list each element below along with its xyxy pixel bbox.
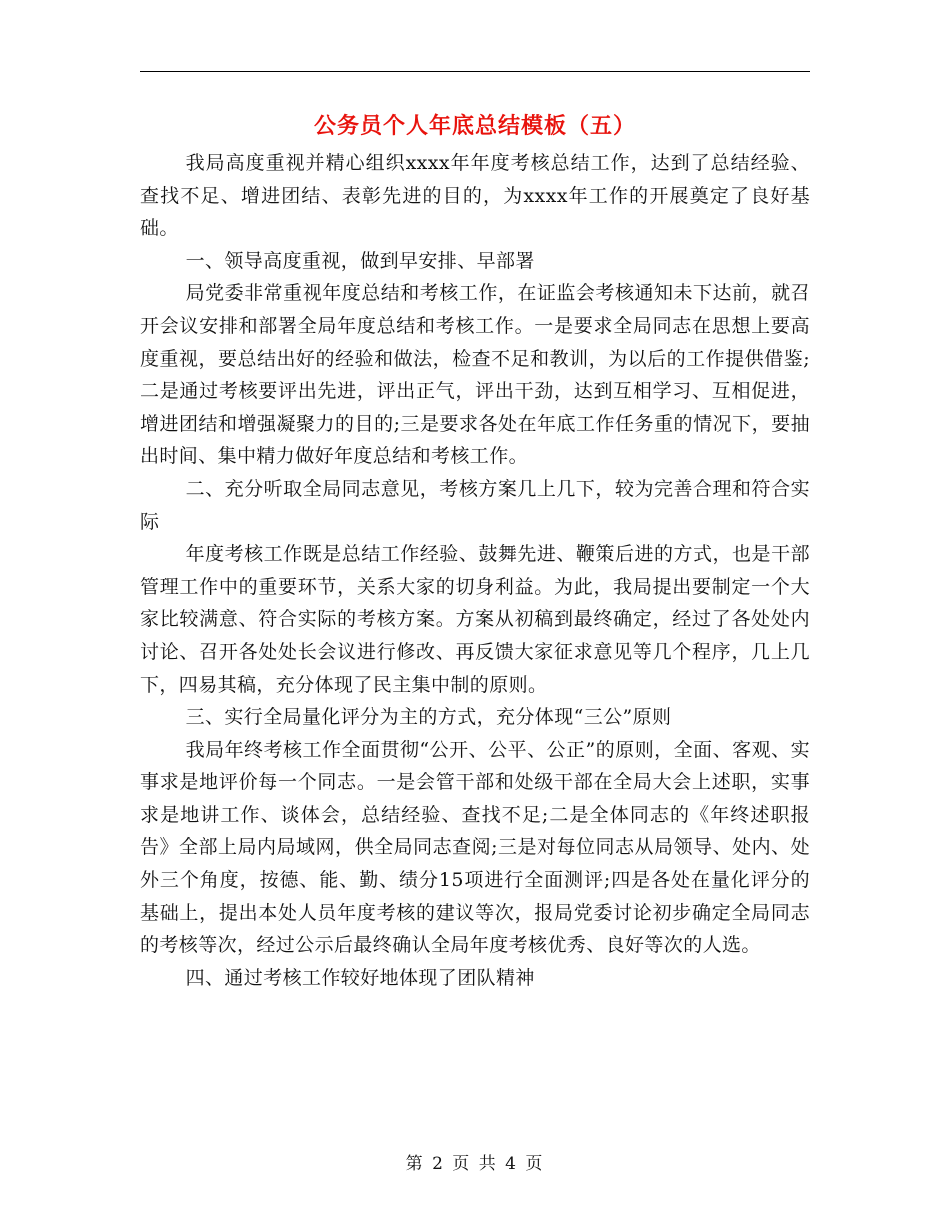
section-heading-2: 二、充分听取全局同志意见，考核方案几上几下，较为完善合理和符合实际	[140, 477, 810, 533]
page-number: 第 2 页 共 4 页	[405, 1154, 545, 1174]
body-paragraph: 年度考核工作既是总结工作经验、鼓舞先进、鞭策后进的方式，也是干部管理工作中的重要环节，关系大家的切身利益。为此，我局提出要制定一个大家比较满意、符合实际的考核方案。方案从初稿到最终确定，经过了各处处内讨论、召开各处处长会议进行修改、再反馈大家征求意见等几个程序，几上几下，四易其稿，充分体现了民主集中制的原则。	[140, 543, 810, 696]
section-heading-1: 一、领导高度重视，做到早安排、早部署	[185, 249, 535, 272]
section-heading-4: 四、通过考核工作较好地体现了团队精神	[185, 966, 535, 989]
document-body	[140, 147, 810, 994]
document-title: 公务员个人年底总结模板（五）	[313, 113, 636, 139]
body-paragraph: 局党委非常重视年度总结和考核工作，在证监会考核通知未下达前，就召开会议安排和部署全局年度总结和考核工作。一是要求全局同志在思想上要高度重视，要总结出好的经验和做法，检查不足和教训，为以后的工作提供借鉴;二是通过考核要评出先进，评出正气，评出干劲，达到互相学习、互相促进，增进团结和增强凝聚力的目的;三是要求各处在年底工作任务重的情况下，要抽出时间、集中精力做好年度总结和考核工作。	[140, 282, 810, 468]
body-paragraph: 我局年终考核工作全面贯彻“公开、公平、公正”的原则，全面、客观、实事求是地评价每一个同志。一是会管干部和处级干部在全局大会上述职，实事求是地讲工作、谈体会，总结经验、查找不足;二是全体同志的《年终述职报告》全部上局内局域网，供全局同志查阅;三是对每位同志从局领导、处内、处外三个角度，按德、能、勤、绩分15项进行全面测评;四是各处在量化评分的基础上，提出本处人员年度考核的建议等次，报局党委讨论初步确定全局同志的考核等次，经过公示后最终确认全局年度考核优秀、良好等次的人选。	[140, 738, 810, 957]
section-heading-3: 三、实行全局量化评分为主的方式，充分体现“三公”原则	[185, 706, 672, 729]
body-paragraph: 我局高度重视并精心组织xxxx年年度考核总结工作，达到了总结经验、查找不足、增进团结、表彰先进的目的，为xxxx年工作的开展奠定了良好基础。	[140, 152, 810, 240]
header-rule	[140, 71, 810, 72]
